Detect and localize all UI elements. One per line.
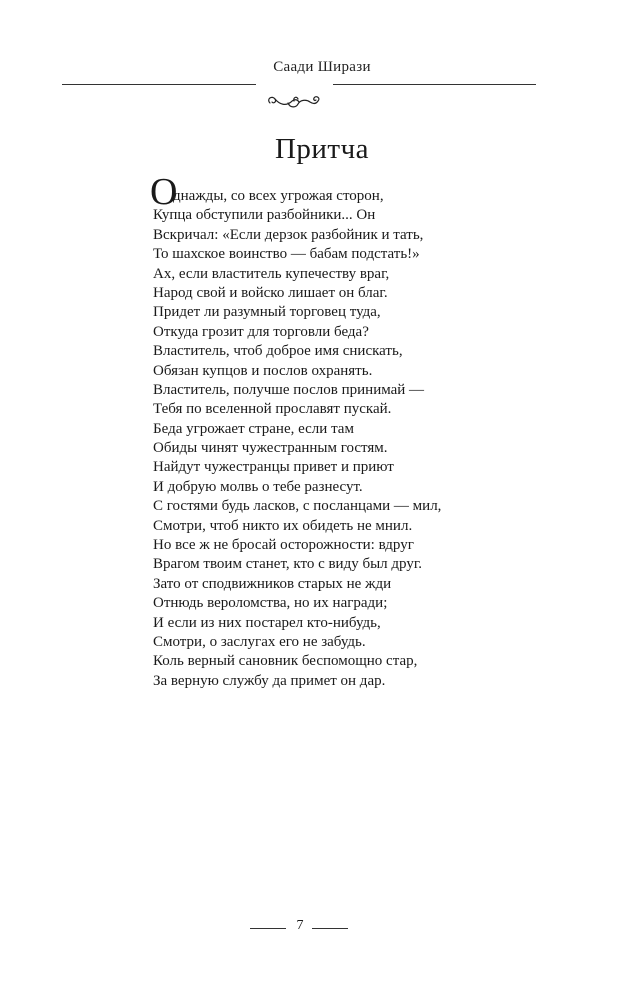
author-name: Саади Ширази: [273, 59, 371, 75]
page-number: 7: [296, 918, 304, 933]
poem-line: Ах, если властитель купечеству враг,: [153, 265, 390, 282]
poem-line: Беда угрожает стране, если там: [153, 420, 354, 437]
poem-line-first: [150, 171, 523, 213]
poem-line: Отнюдь вероломства, но их награди;: [153, 595, 388, 612]
poem-line: Обиды чинят чужестранным гостям.: [153, 440, 388, 457]
poem-line: За верную службу да примет он дар.: [153, 672, 386, 689]
poem-line: Вскричал: «Если дерзок разбойник и тать,: [153, 226, 424, 243]
poem-line: Зато от сподвижников старых не жди: [153, 575, 392, 592]
flourish-ornament-icon: [264, 91, 324, 113]
poem-line: Обязан купцов и послов охранять.: [153, 362, 373, 379]
poem-line: Смотри, о заслугах его не забудь.: [153, 633, 366, 650]
poem-line: То шахское воинство — бабам подстать!»: [153, 246, 420, 263]
poem-line: С гостями будь ласков, с посланцами — мил,: [153, 498, 442, 515]
poem-line: Купца обступили разбойники... Он: [153, 207, 376, 224]
header-rule-left: [62, 84, 256, 85]
poem-body: [150, 171, 523, 691]
poem-line: Коль верный сановник беспомощно стар,: [153, 653, 418, 670]
poem-line-text: днажды, со всех угрожая сторон,: [173, 188, 384, 204]
poem-line: Откуда грозит для торговли беда?: [153, 323, 369, 340]
poem-lines: [153, 206, 523, 691]
page-title: Притча: [274, 133, 370, 165]
poem-line: Смотри, чтоб никто их обидеть не мнил.: [153, 517, 413, 534]
running-header: [0, 58, 644, 76]
header-rule-right: [333, 84, 536, 85]
poem-line: Тебя по вселенной прославят пускай.: [153, 401, 392, 418]
poem-line: Но все ж не бросай осторожности: вдруг: [153, 537, 414, 554]
poem-line: И если из них постарел кто-нибудь,: [153, 614, 381, 631]
poem-line: Народ свой и войско лишает он благ.: [153, 284, 388, 301]
poem-line: Придет ли разумный торговец туда,: [153, 304, 381, 321]
poem-line: И добрую молвь о тебе разнесут.: [153, 478, 363, 495]
poem-line: Врагом твоим станет, кто с виду был друг.: [153, 556, 423, 573]
footer-rule-right: [312, 928, 348, 929]
footer-rule-left: [250, 928, 286, 929]
poem-line: Властитель, получше послов принимай —: [153, 381, 425, 398]
drop-cap: О: [150, 171, 178, 213]
poem-line: Найдут чужестранцы привет и приют: [153, 459, 394, 476]
poem-line: Властитель, чтоб доброе имя снискать,: [153, 343, 403, 360]
page-footer: [0, 918, 644, 938]
